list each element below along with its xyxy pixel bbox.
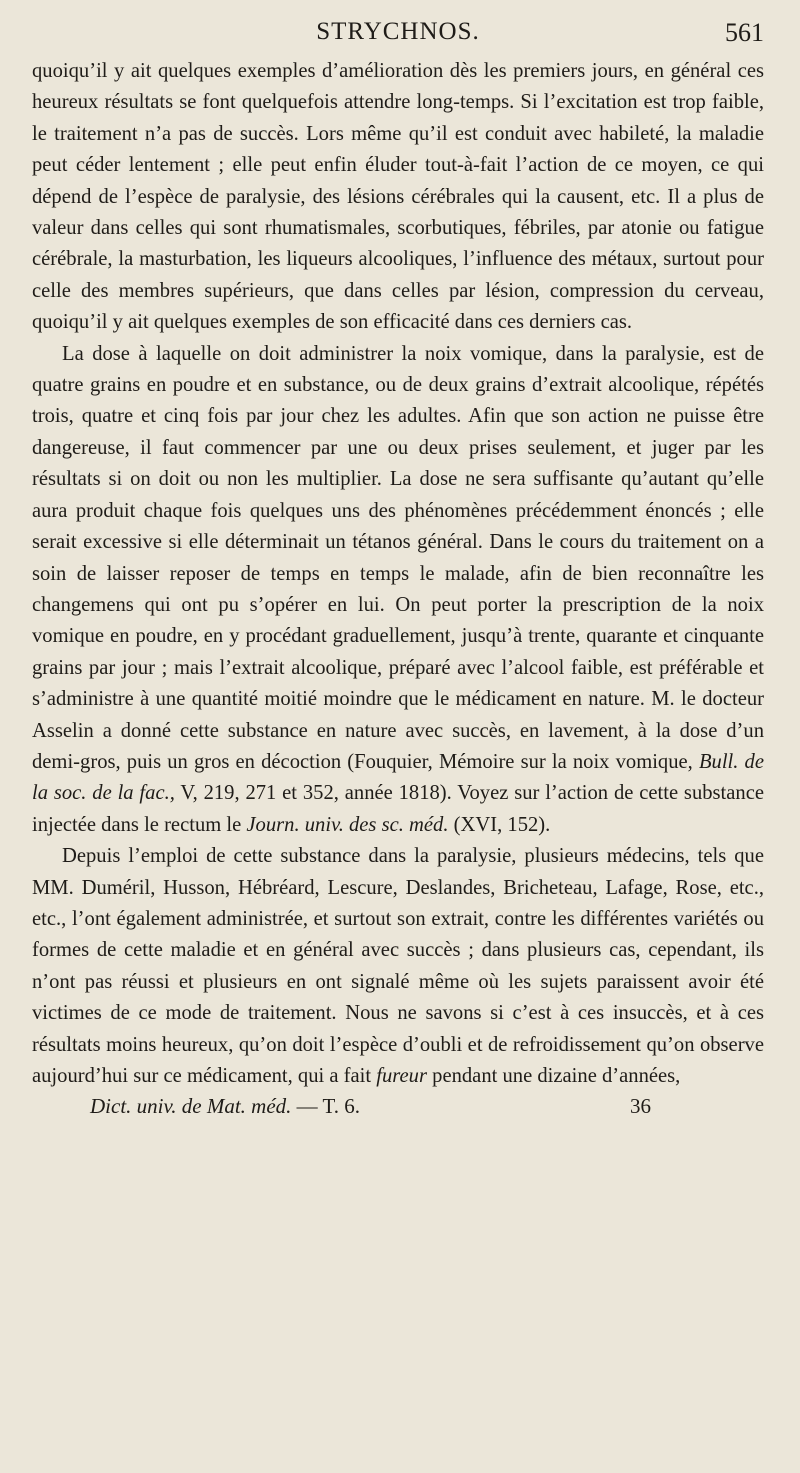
signature-mark — [90, 1094, 360, 1119]
paragraph-3 — [32, 841, 764, 1092]
citation-bull-rest: V, 219, 271 et 352, année 1818). Voyez sur l’action de cette substance injectée dans le rectum le — [32, 782, 764, 836]
page-title: STRYCHNOS. — [316, 18, 480, 45]
paragraph-2 — [32, 339, 764, 842]
citation-journ: Journ. univ. des sc. méd. — [246, 813, 449, 836]
running-head — [32, 18, 764, 56]
paragraph-1: quoiqu’il y ait quelques exemples d’amélioration dès les premiers jours, en général ces heureux résultats se font quelquefois attendre long-temps. Si l’excitation est trop faible, le traitement n’a pas de succès. Lors même qu’il est conduit avec habileté, la maladie peut céder lentement ; elle peut enfin éluder tout-à-fait l’action de ce moyen, ce qui dépend de l’espèce de paralysie, des lésions cérébrales qui la causent, etc. Il a plus de valeur dans celles qui sont rhumatismales, scorbutiques, fébriles, par atonie ou fatigue cérébrale, la masturbation, les liqueurs alcooliques, l’influence des métaux, surtout pour celle des membres supérieurs, que dans celles par lésion, compression du cerveau, quoiqu’il y ait quelques exemples de son efficacité dans ces derniers cas. — [32, 60, 764, 334]
citation-bull: Bull. de la soc. de la fac., — [32, 750, 764, 805]
signature-title: Dict. univ. de Mat. méd. — [90, 1094, 292, 1119]
signature-number: 36 — [630, 1094, 651, 1119]
paragraph-3-text: Depuis l’emploi de cette substance dans la paralysie, plusieurs médecins, tels que MM. Duméril, Husson, Hébréard, Lescure, Deslandes, Bricheteau, Lafage, Rose, etc., etc., l’ont également administrée, et surtout son extrait, contre les différentes variétés ou formes de cette maladie et en général avec succès ; dans plusieurs cas, cependant, ils n’ont pas réussi et plusieurs en ont signalé même où les sujets paraissent avoir été victimes de ce mode de traitement. Nous ne savons si c’est à ces insuccès, et à ces résultats moins heureux, qu’on doit l’espèce d’oubli et de refroidissement qu’on observe aujourd’hui sur ce médicament, qui a fait — [32, 845, 764, 1087]
citation-journ-rest: (XVI, 152). — [448, 813, 551, 836]
paragraph-3-tail: pendant une dizaine d’années, — [427, 1065, 681, 1087]
page-number: 561 — [725, 18, 764, 47]
word-fureur: fureur — [376, 1065, 427, 1087]
footer-signature-line — [32, 1094, 764, 1128]
body-text — [32, 56, 764, 1092]
signature-volume: — T. 6. — [291, 1094, 361, 1119]
paragraph-2-text: La dose à laquelle on doit administrer la noix vomique, dans la paralysie, est de quatre grains en poudre et en substance, ou de deux grains d’extrait alcoolique, répétés trois, quatre et cinq fois par jour chez les adultes. Afin que son action ne puisse être dangereuse, il faut commencer par une ou deux prises seulement, et juger par les résultats si on doit ou non les multiplier. La dose ne sera suffisante qu’autant qu’elle aura produit chaque fois quelques uns des phénomènes précédemment énoncés ; elle serait excessive si elle déterminait un tétanos général. Dans le cours du traitement on a soin de laisser reposer de temps en temps le malade, afin de bien reconnaître les changemens qui ont pu s’opérer en lui. On peut porter la prescription de la noix vomique en poudre, en y procédant graduellement, jusqu’à trente, quarante et cinquante grains par jour ; mais l’extrait alcoolique, préparé avec l’alcool faible, est préférable et s’administre à une quantité moitié moindre que le médicament en nature. M. le docteur Asselin a donné cette substance en nature avec succès, en lavement, à la dose d’un demi-gros, puis un gros en décoction (Fouquier, Mémoire sur la noix vomique, — [32, 342, 764, 773]
